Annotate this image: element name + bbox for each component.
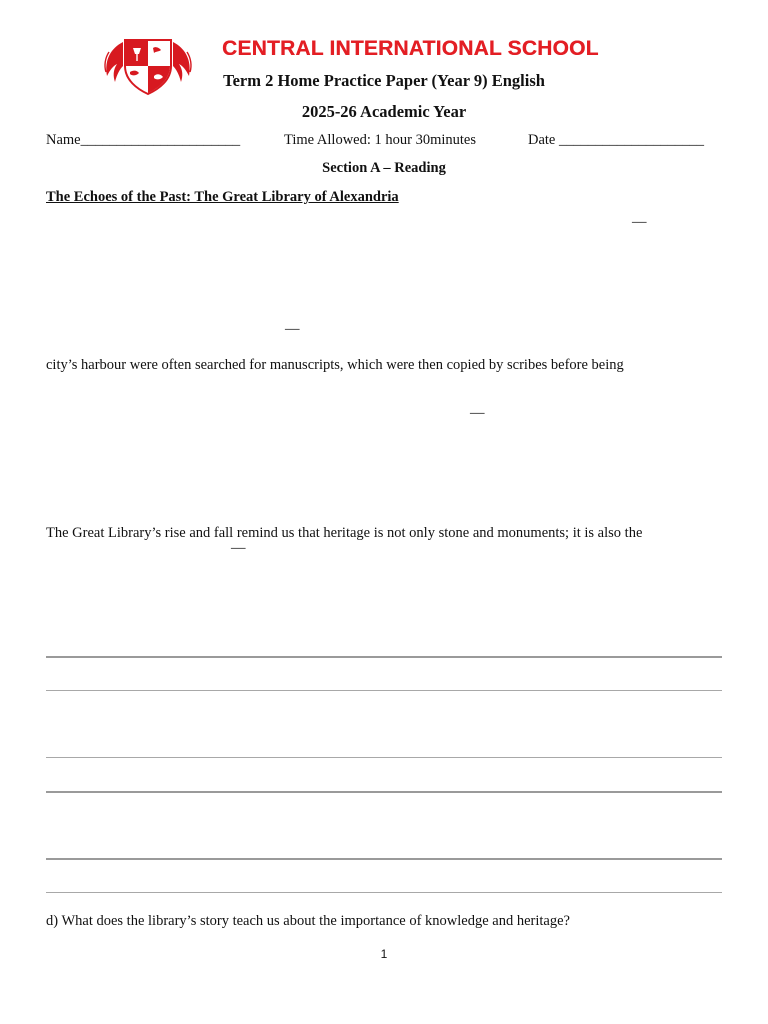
- school-name: CENTRAL INTERNATIONAL SCHOOL: [222, 37, 599, 60]
- passage-line-heritage: The Great Library’s rise and fall remind us that heritage is not only stone and monuments; it is also the: [46, 525, 643, 541]
- passage-line-harbour: city’s harbour were often searched for manuscripts, which were then copied by scribes before being: [46, 357, 624, 373]
- answer-line[interactable]: [46, 690, 722, 691]
- paper-title: Term 2 Home Practice Paper (Year 9) English: [223, 71, 545, 90]
- time-allowed: Time Allowed: 1 hour 30minutes: [284, 132, 476, 148]
- passage-title: The Echoes of the Past: The Great Library of Alexandria: [46, 189, 399, 205]
- academic-year: 2025-26 Academic Year: [301, 102, 467, 121]
- answer-line[interactable]: [46, 791, 722, 793]
- em-dash: —: [285, 321, 300, 337]
- em-dash: —: [231, 540, 246, 556]
- name-field[interactable]: Name______________________: [46, 132, 241, 148]
- answer-line[interactable]: [46, 892, 722, 893]
- em-dash: —: [632, 214, 647, 230]
- question-d: d) What does the library’s story teach us about the importance of knowledge and heritage?: [46, 913, 570, 929]
- page-number: 1: [380, 947, 388, 961]
- em-dash: —: [470, 405, 485, 421]
- section-heading: Section A – Reading: [322, 160, 446, 176]
- answer-line[interactable]: [46, 858, 722, 860]
- answer-line[interactable]: [46, 656, 722, 658]
- answer-line[interactable]: [46, 757, 722, 758]
- date-field[interactable]: Date ____________________: [528, 132, 704, 148]
